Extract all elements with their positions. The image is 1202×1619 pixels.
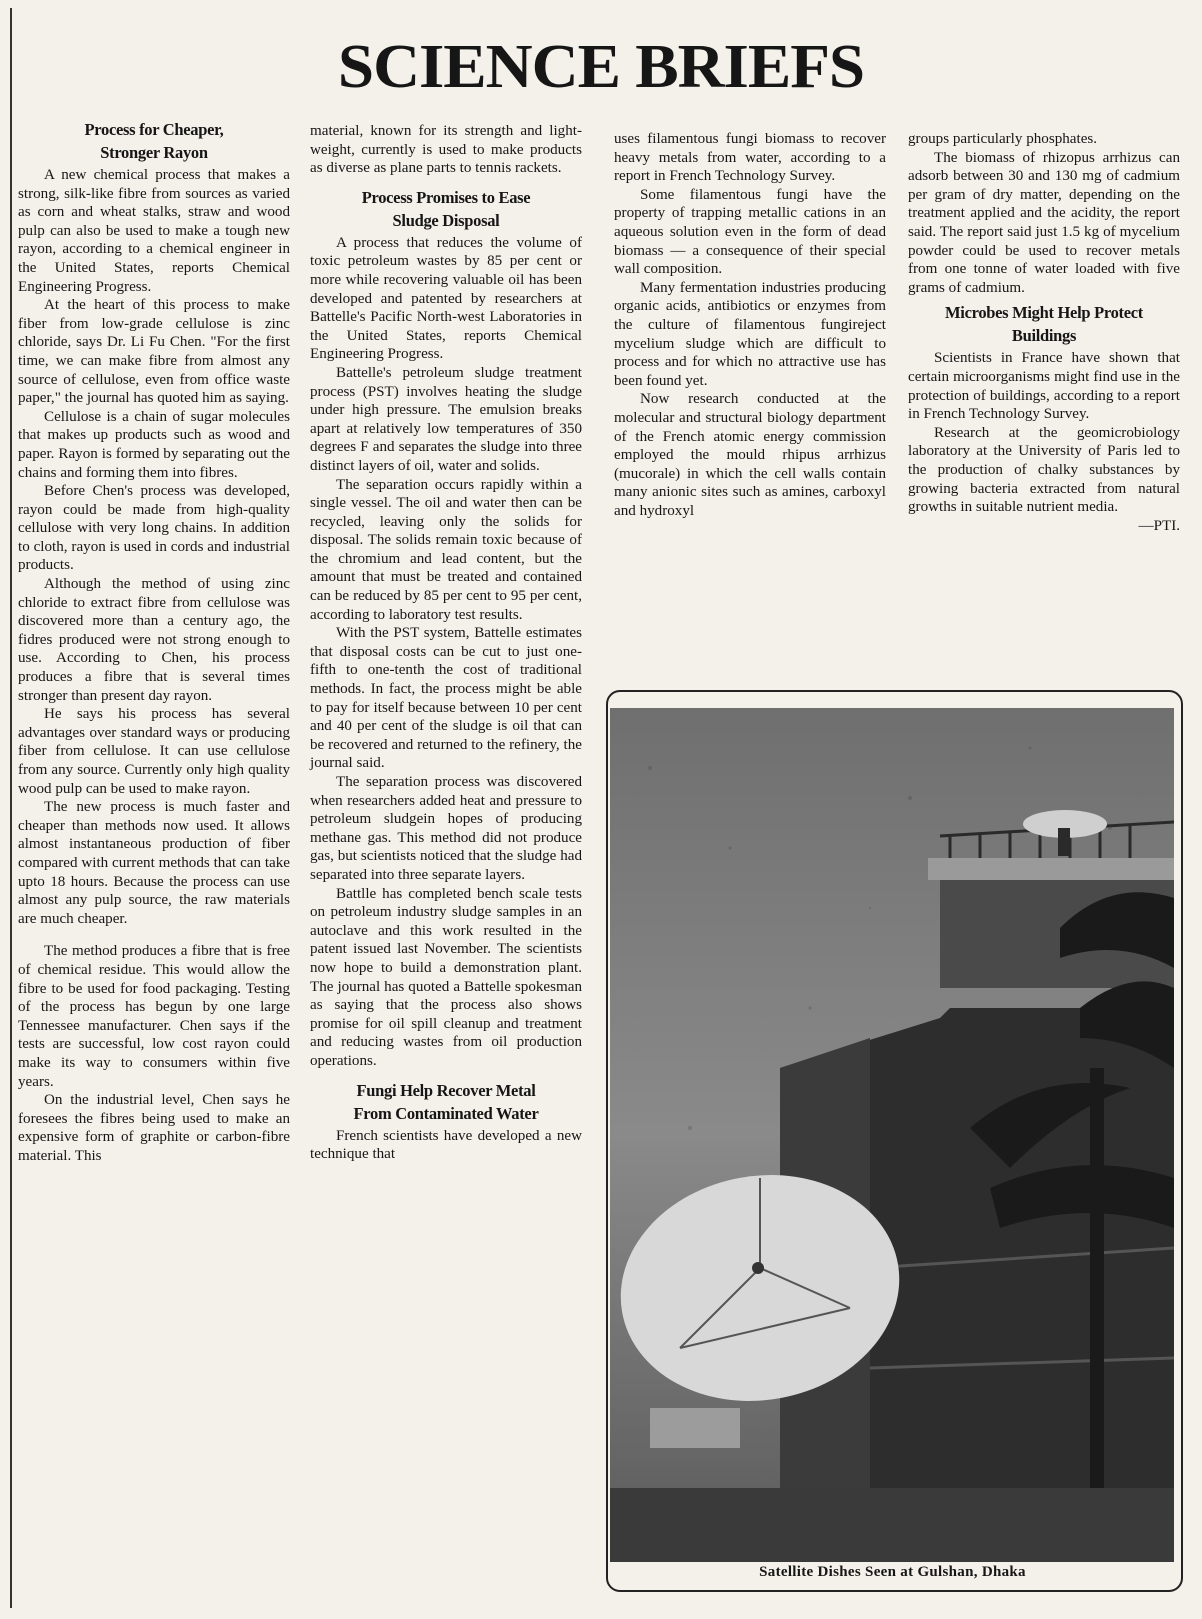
paragraph: Some filamentous fungi have the property of trapping metallic cations in an aqueous solution even in the form of dead biomass — a consequence of their special wall composition. bbox=[614, 186, 886, 278]
article4-headline: Microbes Might Help Protect Buildings bbox=[945, 303, 1143, 346]
column-3 bbox=[614, 130, 886, 520]
byline-credit: —PTI. bbox=[1138, 517, 1180, 534]
paragraph: The new process is much faster and cheaper than methods now used. It allows almost instantaneous production of fiber compared with current methods that can take upto 18 hours. Because the process can use almost any pulp source, the raw materials are much cheaper. bbox=[18, 799, 290, 927]
column-2 bbox=[310, 122, 582, 1164]
paragraph: Cellulose is a chain of sugar molecules that makes up products such as wood and paper. Rayon is formed by separating out the chains and forming them into fibres. bbox=[18, 408, 290, 481]
column-4 bbox=[908, 130, 1180, 535]
foreground-ground bbox=[610, 1488, 1174, 1562]
section-masthead: SCIENCE BRIEFS bbox=[337, 33, 865, 101]
photo-caption: Satellite Dishes Seen at Gulshan, Dhaka bbox=[759, 1564, 1026, 1580]
paragraph: A new chemical process that makes a strong, silk-like fibre from sources as varied as corn and wheat stalks, straw and wood pulp can also be used to make a tough new rayon, according to a chemical engineer in the United States, reports Chemical Engineering Progress. bbox=[18, 167, 290, 295]
small-dish-mount bbox=[1058, 828, 1070, 856]
paragraph: The method produces a fibre that is free of chemical residue. This would allow the fibre to be used for food packaging. Testing of the process has begun by one large Tennessee manufacturer. Chen says if the tests are successful, low cost rayon could make its way to consumers within five years. bbox=[18, 943, 290, 1090]
large-dish-feed bbox=[752, 1262, 764, 1274]
rooftop-slab bbox=[928, 858, 1174, 880]
paragraph: With the PST system, Battelle estimates that disposal costs can be cut to just one-fifth to one-tenth the cost of traditional methods. In fact, the process might be able to pay for itself because between 10 per cent and 40 per cent of the sludge is oil that can be recovered and returned to the refinery, the journal said. bbox=[310, 625, 582, 772]
paragraph: Now research conducted at the molecular and structural biology department of the French atomic energy commission employed the mould rhipus arrhizus (mucorale) in which the cell walls contain many anionic sites such as amines, carboxyl and hydroxyl bbox=[614, 391, 886, 519]
satellite-dish-photo bbox=[610, 708, 1174, 1562]
column-rule bbox=[10, 8, 12, 1608]
paragraph: Before Chen's process was developed, rayon could be made from high-quality cellulose with very long chains. In addition to cloth, rayon is used in cords and industrial products. bbox=[18, 483, 290, 574]
paragraph: The separation occurs rapidly within a single vessel. The oil and water then can be recycled, leaving only the solids for disposal. The solids remain toxic because of the chromium and lead content, but the amount that must be treated and contained can be reduced by 85 per cent to 95 per cent, according to laboratory test results. bbox=[310, 476, 582, 623]
article1-headline: Process for Cheaper, Stronger Rayon bbox=[84, 120, 224, 162]
paragraph: He says his process has several advantages over standard ways or producing fiber from cellulose. It can use cellulose from any source. Currently only high quality wood pulp can be used to make rayon. bbox=[18, 706, 290, 797]
paragraph: At the heart of this process to make fiber from low-grade cellulose is zinc chloride, says Dr. Li Fu Chen. "For the first time, we can make fibre from almost any source of cellulose, even from office waste paper," the journal has quoted him as saying. bbox=[18, 297, 290, 407]
paragraph: On the industrial level, Chen says he foresees the fibres being used to make an expensive form of graphite or carbon-fibre material. This bbox=[18, 1092, 290, 1164]
paragraph: Scientists in France have shown that certain microorganisms might find use in the protection of buildings, according to a report in French Technology Survey. bbox=[908, 350, 1180, 423]
paragraph: French scientists have developed a new technique that bbox=[310, 1127, 582, 1163]
paragraph: A process that reduces the volume of toxic petroleum wastes by 85 per cent or more while recovering valuable oil has been developed and patented by researchers at Battelle's Pacific North-west Laboratories in the United States, reports Chemical Engineering Progress. bbox=[310, 234, 582, 363]
paragraph: Battelle's petroleum sludge treatment process (PST) involves heating the sludge under high pressure. The emulsion breaks apart at relatively low temperatures of 350 degrees F and separates the sludge into three distinct layers of oil, water and solids. bbox=[310, 364, 582, 474]
paragraph: Many fermentation industries producing organic acids, antibiotics or enzymes from the culture of filamentous fungireject mycelium sludge which are difficult to process and for which no attractive use has been found yet. bbox=[614, 279, 886, 389]
article3-headline: Fungi Help Recover Metal From Contaminated Water bbox=[353, 1080, 539, 1123]
column-1 bbox=[18, 118, 290, 1165]
foreground-vehicle bbox=[650, 1408, 740, 1448]
paragraph: Research at the geomicrobiology laboratory at the University of Paris led to the production of chalky substances by growing bacteria extracted from natural growths in suitable nutrient media. bbox=[908, 424, 1180, 516]
paragraph-continuation: uses filamentous fungi biomass to recover heavy metals from water, according to a report in French Technology Survey. bbox=[614, 131, 886, 185]
paragraph: Although the method of using zinc chloride to extract fibre from cellulose was discovered more than a century ago, the fidres produced were not strong enough to use. According to Chen, his process produces a fibre that is several times stronger than present day rayon. bbox=[18, 576, 290, 704]
paragraph: Battlle has completed bench scale tests on petroleum industry sludge samples in an autoclave and this work resulted in the patent issued last November. The scientists now hope to build a demonstration plant. The journal has quoted a Battelle spokesman as saying that the process also shows promise for oil spill cleanup and treatment and reducing wastes from oil production operations. bbox=[310, 885, 582, 1069]
paragraph: The separation process was discovered when researchers added heat and pressure to petroleum sludgein hopes of producing methane gas. This method did not produce gas, but scientists noticed that the sludge had separated into three separate layers. bbox=[310, 774, 582, 883]
article2-headline: Process Promises to Ease Sludge Disposal bbox=[361, 187, 531, 230]
paragraph-continuation: material, known for its strength and light-weight, currently is used to make products as diverse as plane parts to tennis rackets. bbox=[310, 123, 582, 177]
paragraph-continuation: groups particularly phosphates. bbox=[908, 131, 1098, 147]
paragraph: The biomass of rhizopus arrhizus can adsorb between 30 and 130 mg of cadmium per gram of dry matter, depending on the treatment applied and the acidity, the report said. The report said just 1.5 kg of mycelium powder could be used to recover metals from one tonne of water loaded with five grams of cadmium. bbox=[908, 149, 1180, 296]
